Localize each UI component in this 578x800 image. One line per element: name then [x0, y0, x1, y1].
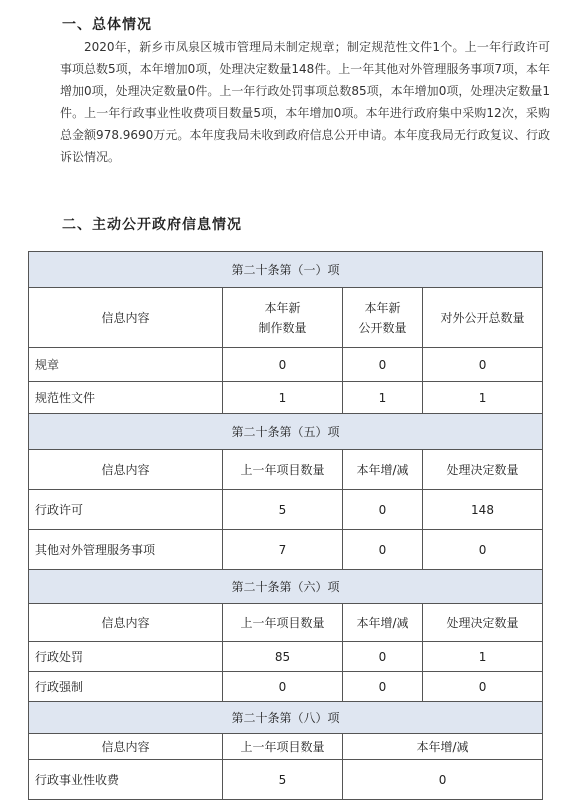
- header-decision-count: 处理决定数量: [423, 450, 543, 490]
- row-value: 0: [223, 672, 343, 702]
- section-1-title: 一、总体情况: [62, 17, 152, 33]
- section-header-row: [29, 570, 543, 604]
- row-value: 148: [423, 490, 543, 530]
- table-row: [29, 490, 543, 530]
- header-last-year-count: 上一年项目数量: [223, 734, 343, 760]
- row-value: 0: [343, 642, 423, 672]
- row-name: 行政许可: [29, 490, 223, 530]
- row-value: 0: [343, 672, 423, 702]
- header-info-content: 信息内容: [29, 288, 223, 348]
- row-value: 0: [343, 530, 423, 570]
- section-header-art8: 第二十条第（八）项: [29, 702, 543, 734]
- header-info-content: 信息内容: [29, 604, 223, 642]
- header-last-year-count: 上一年项目数量: [223, 604, 343, 642]
- overview-paragraph: 2020年，新乡市凤泉区城市管理局未制定规章；制定规范性文件1个。上一年行政许可事项总数5项，本年增加0项，处理决定数量148件。上一年其他对外管理服务事项7项，本年增加0项，处理决定数量0件。上一年行政处罚事项总数85项，本年增加0项，处理决定数量1件。上一年行政事业性收费项目数量5项，本年增加0项。本年进行政府集中采购12次，采购总金额978.9690万元。本年度我局未收到政府信息公开申请。本年度我局无行政复议、行政诉讼情况。: [60, 40, 550, 164]
- header-total-published: 对外公开总数量: [423, 288, 543, 348]
- row-name: 行政强制: [29, 672, 223, 702]
- row-value: 1: [223, 382, 343, 414]
- row-name: 规章: [29, 348, 223, 382]
- section-header-row: [29, 702, 543, 734]
- row-name: 行政事业性收费: [29, 760, 223, 800]
- table-row: [29, 348, 543, 382]
- header-info-content: 信息内容: [29, 734, 223, 760]
- row-value: 1: [343, 382, 423, 414]
- header-new-made: 本年新 制作数量: [223, 288, 343, 348]
- section-header-art5: 第二十条第（五）项: [29, 414, 543, 450]
- row-value: 5: [223, 760, 343, 800]
- row-name: 其他对外管理服务事项: [29, 530, 223, 570]
- section-header-row: [29, 252, 543, 288]
- row-value: 0: [223, 348, 343, 382]
- header-last-year-count: 上一年项目数量: [223, 450, 343, 490]
- header-change: 本年增/减: [343, 604, 423, 642]
- table-row: [29, 382, 543, 414]
- column-header-row: [29, 288, 543, 348]
- table-row: [29, 642, 543, 672]
- row-value: 0: [343, 760, 543, 800]
- section-2-title: 二、主动公开政府信息情况: [62, 217, 242, 233]
- row-value: 1: [423, 382, 543, 414]
- header-decision-count: 处理决定数量: [423, 604, 543, 642]
- header-new-published: 本年新 公开数量: [343, 288, 423, 348]
- row-value: 85: [223, 642, 343, 672]
- row-value: 0: [343, 490, 423, 530]
- table-row: [29, 760, 543, 800]
- table-row: [29, 672, 543, 702]
- public-info-table: [28, 251, 543, 800]
- row-value: 0: [423, 672, 543, 702]
- table-row: [29, 530, 543, 570]
- row-value: 0: [343, 348, 423, 382]
- row-name: 行政处罚: [29, 642, 223, 672]
- row-value: 0: [423, 348, 543, 382]
- row-value: 0: [423, 530, 543, 570]
- section-header-art6: 第二十条第（六）项: [29, 570, 543, 604]
- header-info-content: 信息内容: [29, 450, 223, 490]
- column-header-row: [29, 734, 543, 760]
- column-header-row: [29, 604, 543, 642]
- column-header-row: [29, 450, 543, 490]
- row-value: 5: [223, 490, 343, 530]
- header-change: 本年增/减: [343, 734, 543, 760]
- row-value: 7: [223, 530, 343, 570]
- row-name: 规范性文件: [29, 382, 223, 414]
- section-header-art1: 第二十条第（一）项: [29, 252, 543, 288]
- header-change: 本年增/减: [343, 450, 423, 490]
- row-value: 1: [423, 642, 543, 672]
- section-header-row: [29, 414, 543, 450]
